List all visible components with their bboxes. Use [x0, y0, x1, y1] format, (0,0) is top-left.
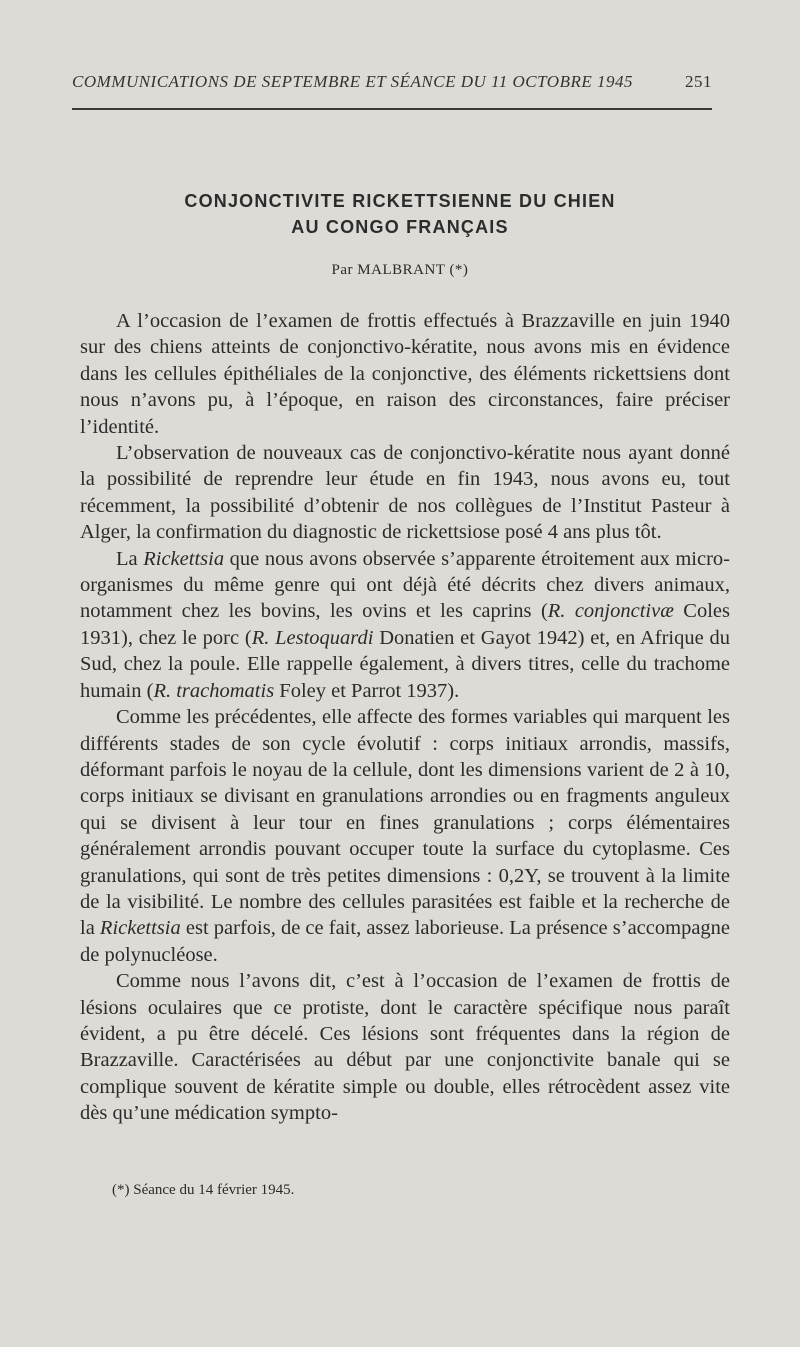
running-head	[72, 72, 712, 92]
running-title: COMMUNICATIONS DE SEPTEMBRE ET SÉANCE DU 11 OCTOBRE 1945	[72, 72, 633, 91]
italic-term: Rickettsia	[99, 917, 181, 940]
italic-term: Rickettsia	[143, 547, 225, 570]
text-run: Comme les précédentes, elle affecte des formes variables qui marquent les différents stades de son cycle évolutif : corps initiaux arrondis, massifs, déformant parfois le noyau de la cellule, dont les dimensions varient de 2 à 10, corps initiaux se divisant en granulations arrondies ou en fragments anguleux qui se divisent à leur tour en fines granulations ; corps élémentaires généralement arrondis pouvant occuper toute la surface du cytoplasme. Ces granulations, qui sont de très petites dimensions : 0,2Y, se trouvent à la limite de la visibilité. Le nombre des cellules parasitées est faible et la recherche de la	[80, 706, 730, 940]
text-run: que nous avons observée s’apparente étroitement aux micro-organismes du même genre qui ont déjà été décrits chez divers animaux, notamment chez les bovins, les ovins et les caprins (	[80, 547, 730, 623]
text-run: Foley et Parrot 1937).	[274, 679, 460, 702]
italic-term: R. conjonctivæ	[547, 600, 674, 623]
italic-term: R. trachomatis	[153, 679, 275, 702]
italic-term: R. Lestoquardi	[251, 626, 374, 649]
article-body	[80, 308, 730, 1127]
page-number: 251	[685, 72, 712, 91]
paragraph-5: Comme nous l’avons dit, c’est à l’occasion de l’examen de frottis de lésions oculaires que ce protiste, dont le caractère spécifique nous paraît évident, a pu être décelé. Ces lésions sont fréquentes dans la région de Brazzaville. Caractérisées au début par une conjonctivite banale qui se complique souvent de kératite simple ou double, elles rétrocèdent assez vite dès qu’une médication sympto-	[80, 970, 730, 1125]
title-line-1: CONJONCTIVITE RICKETTSIENNE DU CHIEN	[184, 191, 616, 211]
paragraph-1: A l’occasion de l’examen de frottis effectués à Brazzaville en juin 1940 sur des chiens atteints de conjonctivo-kératite, nous avons mis en évidence dans les cellules épithéliales de la conjonctive, des éléments rickettsiens dont nous n’avons pu, à l’époque, en raison des circonstances, faire préciser l’identité.	[80, 310, 730, 438]
text-run: Coles 1931), chez le porc (	[80, 600, 730, 649]
text-run: est parfois, de ce fait, assez laborieuse. La présence s’accompagne de polynucléose.	[80, 917, 731, 966]
paragraph-2: L’observation de nouveaux cas de conjonctivo-kératite nous ayant donné la possibilité de reprendre leur étude en fin 1943, nous avons eu, tout récemment, la possibilité d’obtenir de nos collègues de l’Institut Pasteur à Alger, la confirmation du diagnostic de rickettsiose posé 4 ans plus tôt.	[80, 442, 730, 544]
article-title	[100, 188, 700, 240]
text-run: La	[116, 547, 144, 570]
title-line-2: AU CONGO FRANÇAIS	[291, 217, 509, 237]
footnote: (*) Séance du 14 février 1945.	[112, 1182, 295, 1198]
text-run: Donatien et Gayot 1942) et, en Afrique du Sud, chez la poule. Elle rappelle également, à divers titres, celle du trachome humain (	[80, 626, 731, 702]
paragraph-3	[80, 546, 730, 704]
header-rule	[72, 108, 712, 110]
byline: Par MALBRANT (*)	[331, 262, 469, 278]
paragraph-4	[80, 704, 730, 968]
